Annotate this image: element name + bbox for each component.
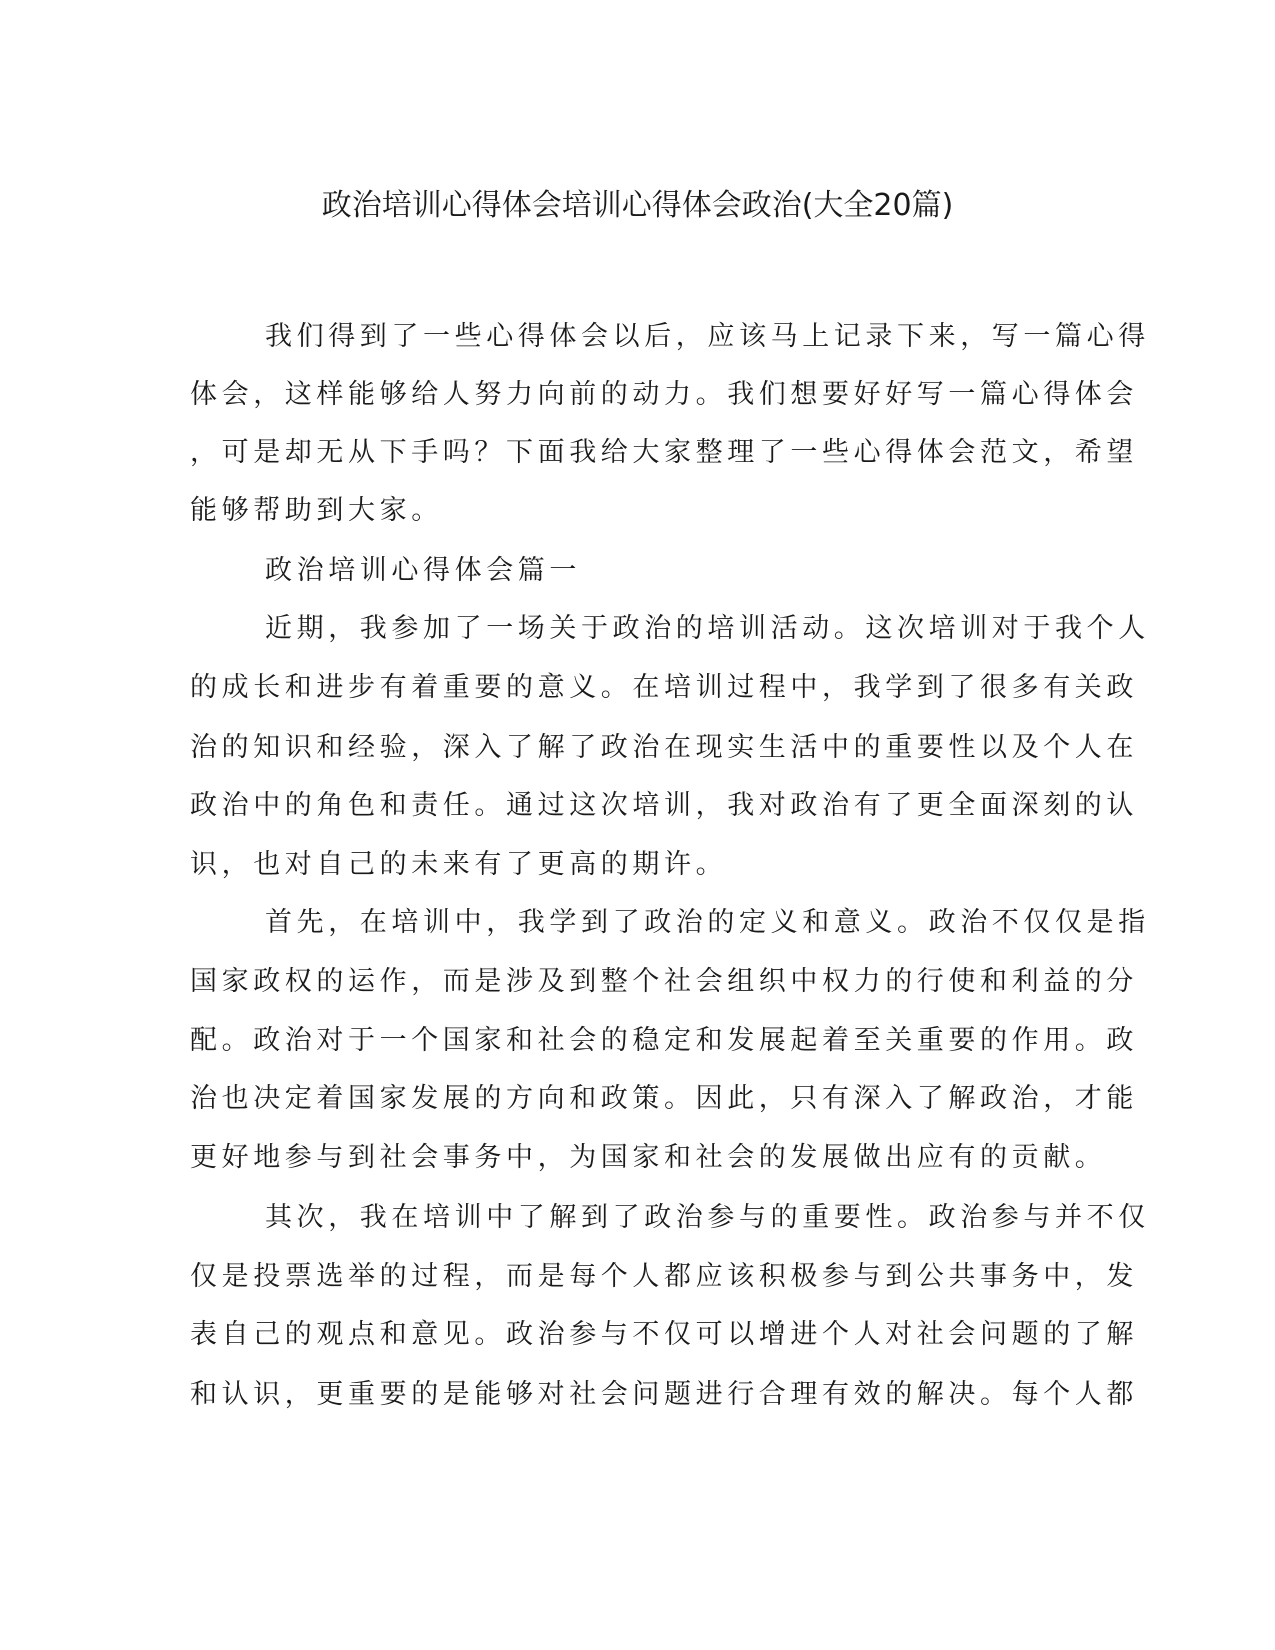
paragraph-line: 治也决定着国家发展的方向和政策。因此，只有深入了解政治，才能 xyxy=(190,1083,1138,1114)
paragraph-line: 能够帮助到大家。 xyxy=(190,495,443,526)
paragraph-line: 的成长和进步有着重要的意义。在培训过程中，我学到了很多有关政 xyxy=(190,672,1138,703)
paragraph-line: 表自己的观点和意见。政治参与不仅可以增进个人对社会问题的了解 xyxy=(190,1319,1138,1350)
paragraph-line: 识，也对自己的未来有了更高的期许。 xyxy=(190,849,728,880)
paragraph-line: 政治中的角色和责任。通过这次培训，我对政治有了更全面深刻的认 xyxy=(190,790,1138,821)
paragraph-line: 仅是投票选举的过程，而是每个人都应该积极参与到公共事务中，发 xyxy=(190,1261,1138,1292)
paragraph-line: 和认识，更重要的是能够对社会问题进行合理有效的解决。每个人都 xyxy=(190,1379,1138,1410)
paragraph-line: ，可是却无从下手吗？下面我给大家整理了一些心得体会范文，希望 xyxy=(190,437,1138,468)
paragraph-line: 首先，在培训中，我学到了政治的定义和意义。政治不仅仅是指 xyxy=(265,907,1150,938)
document-title: 政治培训心得体会培训心得体会政治(大全20篇) xyxy=(321,188,954,223)
paragraph-line: 配。政治对于一个国家和社会的稳定和发展起着至关重要的作用。政 xyxy=(190,1025,1138,1056)
paragraph-line: 国家政权的运作，而是涉及到整个社会组织中权力的行使和利益的分 xyxy=(190,966,1138,997)
paragraph-line: 更好地参与到社会事务中，为国家和社会的发展做出应有的贡献。 xyxy=(190,1142,1107,1173)
paragraph-line: 近期，我参加了一场关于政治的培训活动。这次培训对于我个人 xyxy=(265,613,1150,644)
paragraph-line: 我们得到了一些心得体会以后，应该马上记录下来，写一篇心得 xyxy=(265,321,1150,352)
paragraph-line: 其次，我在培训中了解到了政治参与的重要性。政治参与并不仅 xyxy=(265,1202,1150,1233)
section-heading: 政治培训心得体会篇一 xyxy=(265,555,581,586)
paragraph-line: 治的知识和经验，深入了解了政治在现实生活中的重要性以及个人在 xyxy=(190,732,1138,763)
paragraph-line: 体会，这样能够给人努力向前的动力。我们想要好好写一篇心得体会 xyxy=(190,379,1138,410)
